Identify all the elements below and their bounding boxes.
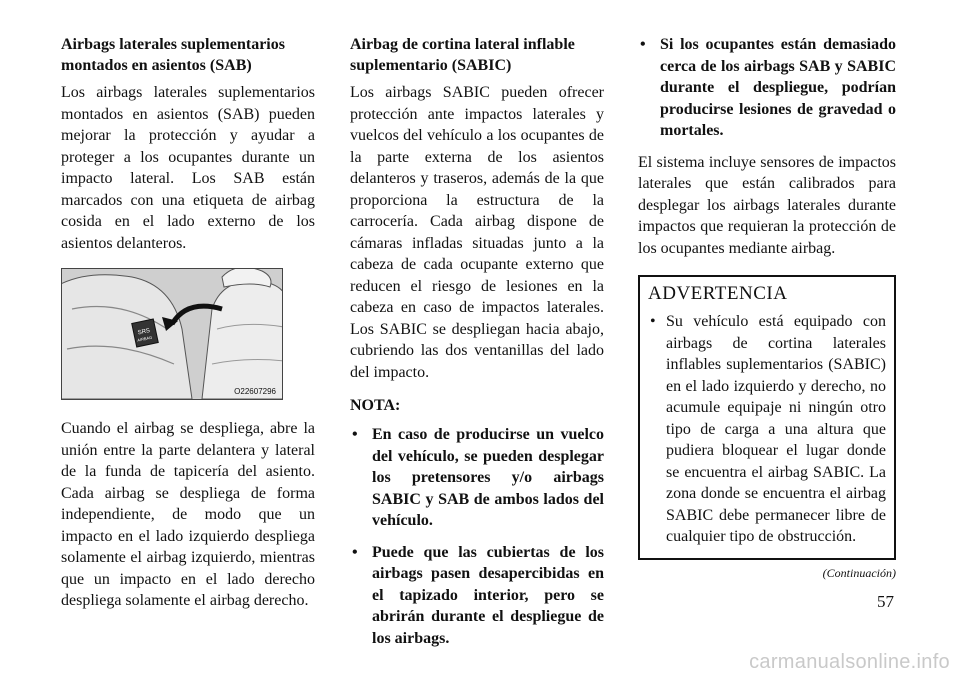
paragraph-sab-intro: Los airbags laterales suplementarios montados en asientos (SAB) pueden mejorar la protección y ayudar a proteger a los ocupantes durante un impacto lateral. Los SAB están marcados con una etiqueta de airbag cosida en el lado externo de los asientos delanteros. [61, 84, 315, 252]
column-left [61, 34, 315, 624]
list-item-text: En caso de producirse un vuelco del vehículo, se pueden desplegar los pretensores y/o airbags SABIC y SAB de ambos lados del vehículo. [372, 426, 604, 529]
warning-text: Su vehículo está equipado con airbags de cortina laterales inflables suplementarios (SABIC) en el lado izquierdo y derecho, no acumule equipaje ni ningún otro tipo de carga a una altura que pudiera bloquear el lugar donde se encuentra el airbag SABIC. La zona donde se encuentra el airbag SABIC debe permanecer libre de cualquier tipo de obstrucción. [666, 313, 886, 545]
warning-box [638, 275, 896, 560]
svg-text:SRS: SRS [137, 327, 151, 337]
continuation-note: (Continuación) [822, 565, 896, 580]
bullet-icon: • [352, 543, 358, 561]
figure-code: O22607296 [234, 387, 276, 396]
list-item [350, 424, 604, 532]
column-right [638, 34, 896, 581]
bullet-icon: • [352, 426, 358, 443]
paragraph-sabic-intro: Los airbags SABIC pueden ofrecer protección ante impactos laterales y vuelcos del vehículo a los ocupantes de la parte externa de los asientos delanteros y traseros, además de la que proporciona la estructura de la carrocería. Cada airbag dispone de cámaras infladas situadas junto a la cabeza de cada ocupante externo que reducen el riesgo de lesiones en la cabeza en caso de impactos laterales. Los SABIC se despliegan hacia abajo, cubriendo las dos ventanillas del lado del impacto. [350, 84, 604, 381]
list-item [638, 34, 896, 142]
warning-title: ADVERTENCIA [648, 283, 788, 304]
list-item-text: Si los ocupantes están demasiado cerca de los airbags SAB y SABIC durante el despliegue, podrían producirse lesiones de gravedad o mortales. [660, 36, 896, 139]
bullet-icon: • [650, 313, 656, 330]
column-middle [350, 34, 604, 659]
note-label: NOTA: [350, 397, 401, 414]
bullet-icon: • [640, 36, 646, 53]
paragraph-sensors: El sistema incluye sensores de impactos laterales que están calibrados para desplegar los airbags laterales durante impactos que requieran la protección de los ocupantes mediante airbag. [638, 153, 896, 257]
section-heading-sabic: Airbag de cortina lateral inflable suplementario (SABIC) [350, 36, 575, 74]
watermark: carmanualsonline.info [749, 651, 950, 673]
note-list-continued [638, 34, 896, 142]
warning-list [648, 311, 886, 548]
paragraph-sab-deploy: Cuando el airbag se despliega, abre la unión entre la parte delantera y lateral de la funda de tapicería del asiento. Cada airbag se despliega de forma independiente, de modo que un impacto en el lado izquierdo despliega solamente el airbag izquierdo, mientras que un impacto en el lado derecho despliega solamente el airbag derecho. [61, 420, 315, 609]
seat-airbag-illustration [62, 269, 282, 399]
list-item-text: Puede que las cubiertas de los airbags pasen desapercibidas en el tapizado interior, pero se abrirán durante el despliegue de los airbags. [372, 543, 604, 647]
seat-airbag-figure [61, 268, 283, 400]
section-heading-sab: Airbags laterales suplementarios montados en asientos (SAB) [61, 36, 285, 74]
svg-text:AIRBAG: AIRBAG [136, 334, 153, 343]
list-item [350, 542, 604, 650]
page-number: 57 [877, 592, 894, 611]
warning-item [648, 311, 886, 548]
note-list [350, 424, 604, 649]
